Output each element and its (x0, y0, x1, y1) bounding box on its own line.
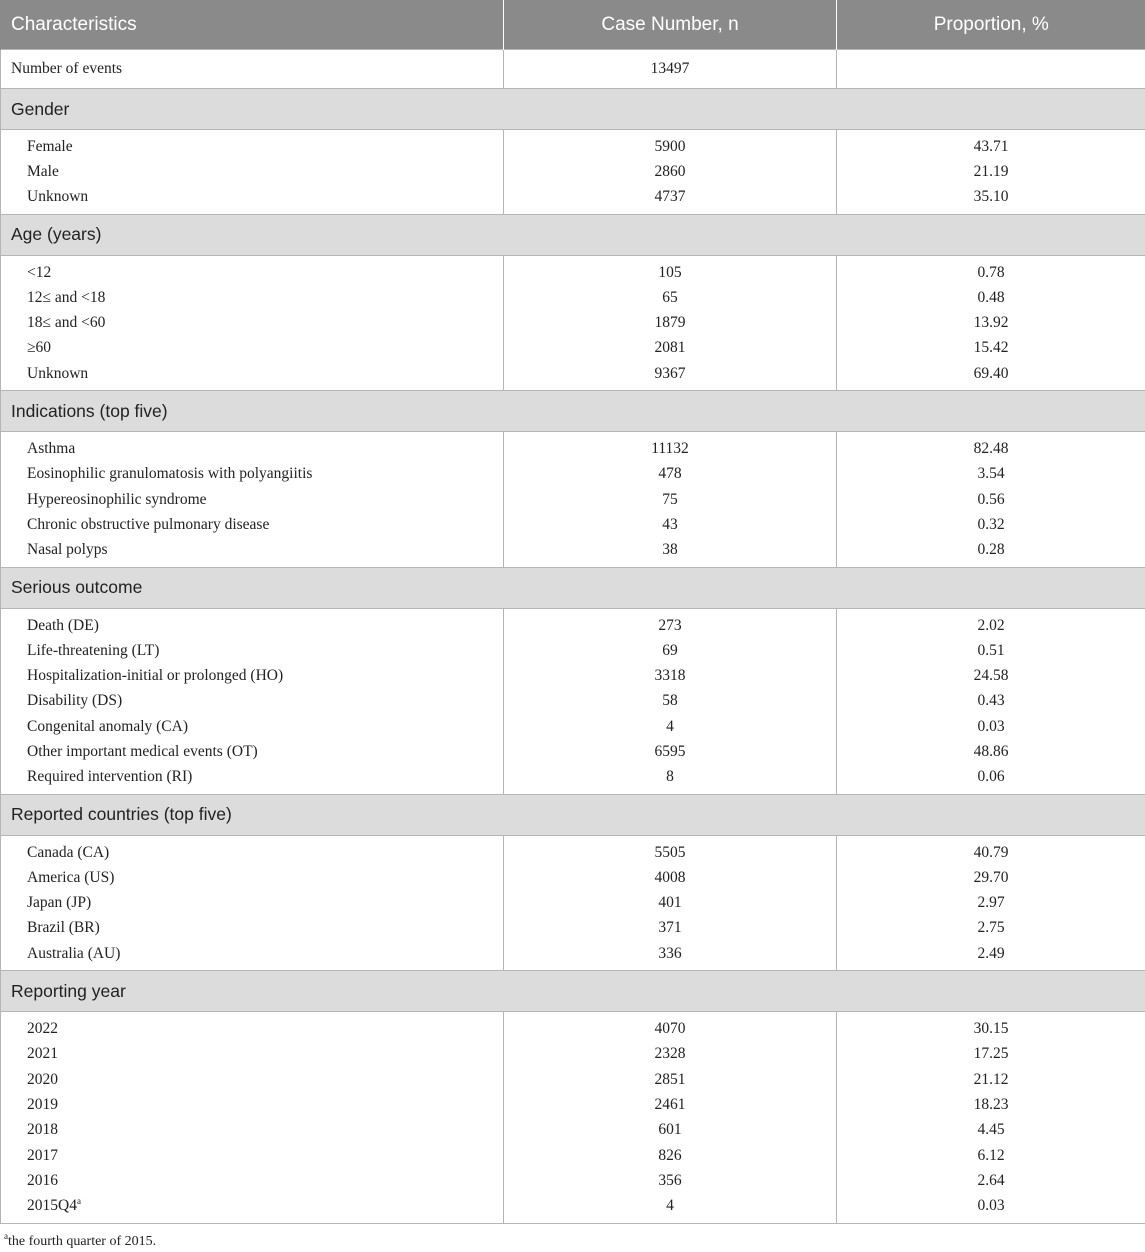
table-row (1, 1012, 1145, 1042)
table-row (1, 1067, 1145, 1092)
row-label (1, 336, 504, 361)
case-number: 4008 (504, 865, 837, 890)
footnote-text: the fourth quarter of 2015. (8, 1234, 157, 1249)
footnote-marker: a (76, 1196, 81, 1207)
row-label-text: 2015Q4 (27, 1197, 77, 1215)
table-header (1, 0, 1145, 50)
case-number: 2851 (504, 1067, 837, 1092)
row-label-text: Japan (JP) (27, 894, 92, 912)
proportion: 3.54 (837, 462, 1145, 487)
table-row (1, 512, 1145, 537)
case-number: 105 (504, 255, 837, 285)
row-label (1, 835, 504, 865)
proportion: 24.58 (837, 663, 1145, 688)
section-title: Gender (1, 89, 1145, 130)
row-label-text: 2019 (27, 1095, 58, 1113)
table-row (1, 891, 1145, 916)
section-header-row (1, 567, 1145, 608)
table-row (1, 835, 1145, 865)
table-row (1, 255, 1145, 285)
row-label-text: Required intervention (RI) (27, 768, 193, 786)
case-number: 401 (504, 891, 837, 916)
section-header-row (1, 794, 1145, 835)
row-label (1, 512, 504, 537)
section-rows (1, 1012, 1145, 1223)
table-row (1, 1194, 1145, 1224)
section-title: Reporting year (1, 971, 1145, 1012)
case-number: 273 (504, 608, 837, 638)
row-label-text: Life-threatening (LT) (27, 641, 160, 659)
table-row (1, 159, 1145, 184)
row-label-text: Eosinophilic granulomatosis with polyangiitis (27, 465, 313, 483)
row-label (1, 638, 504, 663)
row-label (1, 663, 504, 688)
row-label-text: Death (DE) (27, 616, 99, 634)
footnote (4, 1231, 157, 1250)
proportion: 0.32 (837, 512, 1145, 537)
row-label (1, 1012, 504, 1042)
row-label (1, 714, 504, 739)
case-number: 58 (504, 689, 837, 714)
case-number: 336 (504, 941, 837, 971)
row-label (1, 432, 504, 462)
row-label (1, 159, 504, 184)
row-label-text: 2021 (27, 1045, 58, 1063)
proportion: 17.25 (837, 1042, 1145, 1067)
case-number: 2081 (504, 336, 837, 361)
case-number: 601 (504, 1118, 837, 1143)
proportion: 0.28 (837, 538, 1145, 568)
row-label-text: 2017 (27, 1146, 58, 1164)
row-label (1, 1067, 504, 1092)
table-row (1, 1168, 1145, 1193)
proportion: 2.75 (837, 916, 1145, 941)
section-serious-outcome (1, 567, 1145, 608)
proportion: 35.10 (837, 185, 1145, 215)
row-label-text: ≥60 (27, 339, 52, 357)
proportion: 0.51 (837, 638, 1145, 663)
row-label-text: 2020 (27, 1070, 58, 1088)
header-proportion: Proportion, % (837, 0, 1145, 50)
case-number: 356 (504, 1168, 837, 1193)
case-number: 2328 (504, 1042, 837, 1067)
section-rows (1, 835, 1145, 970)
row-label-text: Hospitalization-initial or prolonged (HO) (27, 667, 284, 685)
row-label (1, 1092, 504, 1117)
section-reported-countries-top-five (1, 794, 1145, 835)
case-number: 43 (504, 512, 837, 537)
proportion: 21.12 (837, 1067, 1145, 1092)
proportion: 2.97 (837, 891, 1145, 916)
case-number: 2461 (504, 1092, 837, 1117)
row-label (1, 1168, 504, 1193)
table-row (1, 487, 1145, 512)
row-label-text: Unknown (27, 188, 89, 206)
row-label (1, 1194, 504, 1224)
row-label-text: 2022 (27, 1020, 58, 1038)
table-row (1, 663, 1145, 688)
row-label-text: Disability (DS) (27, 692, 123, 710)
table-row (1, 432, 1145, 462)
table-row (1, 361, 1145, 391)
row-label-text: Canada (CA) (27, 843, 110, 861)
row-label (1, 361, 504, 391)
row-label (1, 689, 504, 714)
proportion: 82.48 (837, 432, 1145, 462)
total-row (1, 50, 1145, 89)
table-row (1, 185, 1145, 215)
case-number: 4070 (504, 1012, 837, 1042)
proportion: 40.79 (837, 835, 1145, 865)
row-label-text: Brazil (BR) (27, 919, 100, 937)
proportion: 2.64 (837, 1168, 1145, 1193)
proportion: 13.92 (837, 310, 1145, 335)
row-label-text: Male (27, 162, 59, 180)
section-header-row (1, 89, 1145, 130)
case-number: 38 (504, 538, 837, 568)
table-row (1, 462, 1145, 487)
row-label-text: 12≤ and <18 (27, 288, 106, 306)
row-label (1, 865, 504, 890)
row-label-text: Chronic obstructive pulmonary disease (27, 515, 270, 533)
proportion: 0.03 (837, 714, 1145, 739)
table-row (1, 1042, 1145, 1067)
row-label-text: <12 (27, 263, 52, 281)
table-row (1, 538, 1145, 568)
row-label (1, 310, 504, 335)
header-characteristics: Characteristics (1, 0, 504, 50)
section-title: Indications (top five) (1, 391, 1145, 432)
section-title: Age (years) (1, 214, 1145, 255)
row-label (1, 608, 504, 638)
row-label (1, 1143, 504, 1168)
row-label (1, 739, 504, 764)
proportion: 4.45 (837, 1118, 1145, 1143)
row-label (1, 941, 504, 971)
section-rows (1, 432, 1145, 567)
row-label (1, 891, 504, 916)
table-row (1, 1143, 1145, 1168)
proportion: 2.49 (837, 941, 1145, 971)
case-number: 2860 (504, 159, 837, 184)
table-row (1, 689, 1145, 714)
case-number: 4737 (504, 185, 837, 215)
row-label-text: Congenital anomaly (CA) (27, 717, 188, 735)
row-label (1, 462, 504, 487)
section-reporting-year (1, 971, 1145, 1012)
table-row (1, 310, 1145, 335)
row-label (1, 916, 504, 941)
table-row (1, 916, 1145, 941)
section-header-row (1, 971, 1145, 1012)
row-label-text: 2018 (27, 1121, 58, 1139)
row-label-text: Female (27, 137, 73, 155)
row-label: Number of events (1, 50, 504, 89)
table-row (1, 714, 1145, 739)
section-rows (1, 130, 1145, 215)
proportion: 30.15 (837, 1012, 1145, 1042)
proportion: 69.40 (837, 361, 1145, 391)
table-row (1, 1118, 1145, 1143)
header-case-number: Case Number, n (504, 0, 837, 50)
row-label (1, 1118, 504, 1143)
proportion: 0.56 (837, 487, 1145, 512)
row-label (1, 285, 504, 310)
footnote-mark: a (4, 1231, 8, 1241)
proportion: 0.06 (837, 765, 1145, 795)
case-number: 11132 (504, 432, 837, 462)
case-number: 478 (504, 462, 837, 487)
row-label-text: Hypereosinophilic syndrome (27, 490, 207, 508)
row-label (1, 1042, 504, 1067)
row-label-text: Nasal polyps (27, 541, 108, 559)
proportion: 0.78 (837, 255, 1145, 285)
proportion: 18.23 (837, 1092, 1145, 1117)
case-number: 4 (504, 714, 837, 739)
row-label-text: America (US) (27, 868, 115, 886)
table-row (1, 285, 1145, 310)
proportion: 15.42 (837, 336, 1145, 361)
proportion: 6.12 (837, 1143, 1145, 1168)
case-number: 371 (504, 916, 837, 941)
table-row (1, 865, 1145, 890)
row-label (1, 538, 504, 568)
case-number: 826 (504, 1143, 837, 1168)
case-number: 5900 (504, 130, 837, 160)
section-indications-top-five (1, 391, 1145, 432)
row-label-text: Australia (AU) (27, 944, 121, 962)
table-row (1, 1092, 1145, 1117)
section-title: Reported countries (top five) (1, 794, 1145, 835)
table-row (1, 130, 1145, 160)
proportion: 0.48 (837, 285, 1145, 310)
proportion (837, 50, 1145, 89)
table-row (1, 638, 1145, 663)
section-rows (1, 255, 1145, 390)
case-number: 13497 (504, 50, 837, 89)
case-number: 6595 (504, 739, 837, 764)
section-title: Serious outcome (1, 567, 1145, 608)
row-label (1, 487, 504, 512)
row-label (1, 765, 504, 795)
case-number: 9367 (504, 361, 837, 391)
row-label-text: Other important medical events (OT) (27, 742, 258, 760)
row-label-text: 18≤ and <60 (27, 314, 106, 332)
section-gender (1, 89, 1145, 130)
case-number: 8 (504, 765, 837, 795)
proportion: 48.86 (837, 739, 1145, 764)
case-number: 4 (504, 1194, 837, 1224)
section-header-row (1, 214, 1145, 255)
total-group (1, 50, 1145, 89)
section-rows (1, 608, 1145, 794)
row-label (1, 185, 504, 215)
case-number: 3318 (504, 663, 837, 688)
table-row (1, 941, 1145, 971)
row-label (1, 255, 504, 285)
proportion: 21.19 (837, 159, 1145, 184)
proportion: 43.71 (837, 130, 1145, 160)
row-label-text: Asthma (27, 440, 76, 458)
proportion: 29.70 (837, 865, 1145, 890)
case-number: 1879 (504, 310, 837, 335)
section-header-row (1, 391, 1145, 432)
table-row (1, 739, 1145, 764)
table-row (1, 336, 1145, 361)
table-row (1, 765, 1145, 795)
section-age-years (1, 214, 1145, 255)
row-label (1, 130, 504, 160)
case-number: 69 (504, 638, 837, 663)
proportion: 2.02 (837, 608, 1145, 638)
case-number: 75 (504, 487, 837, 512)
case-number: 65 (504, 285, 837, 310)
row-label-text: Unknown (27, 364, 89, 382)
case-number: 5505 (504, 835, 837, 865)
table-row (1, 608, 1145, 638)
proportion: 0.03 (837, 1194, 1145, 1224)
row-label-text: 2016 (27, 1171, 58, 1189)
proportion: 0.43 (837, 689, 1145, 714)
